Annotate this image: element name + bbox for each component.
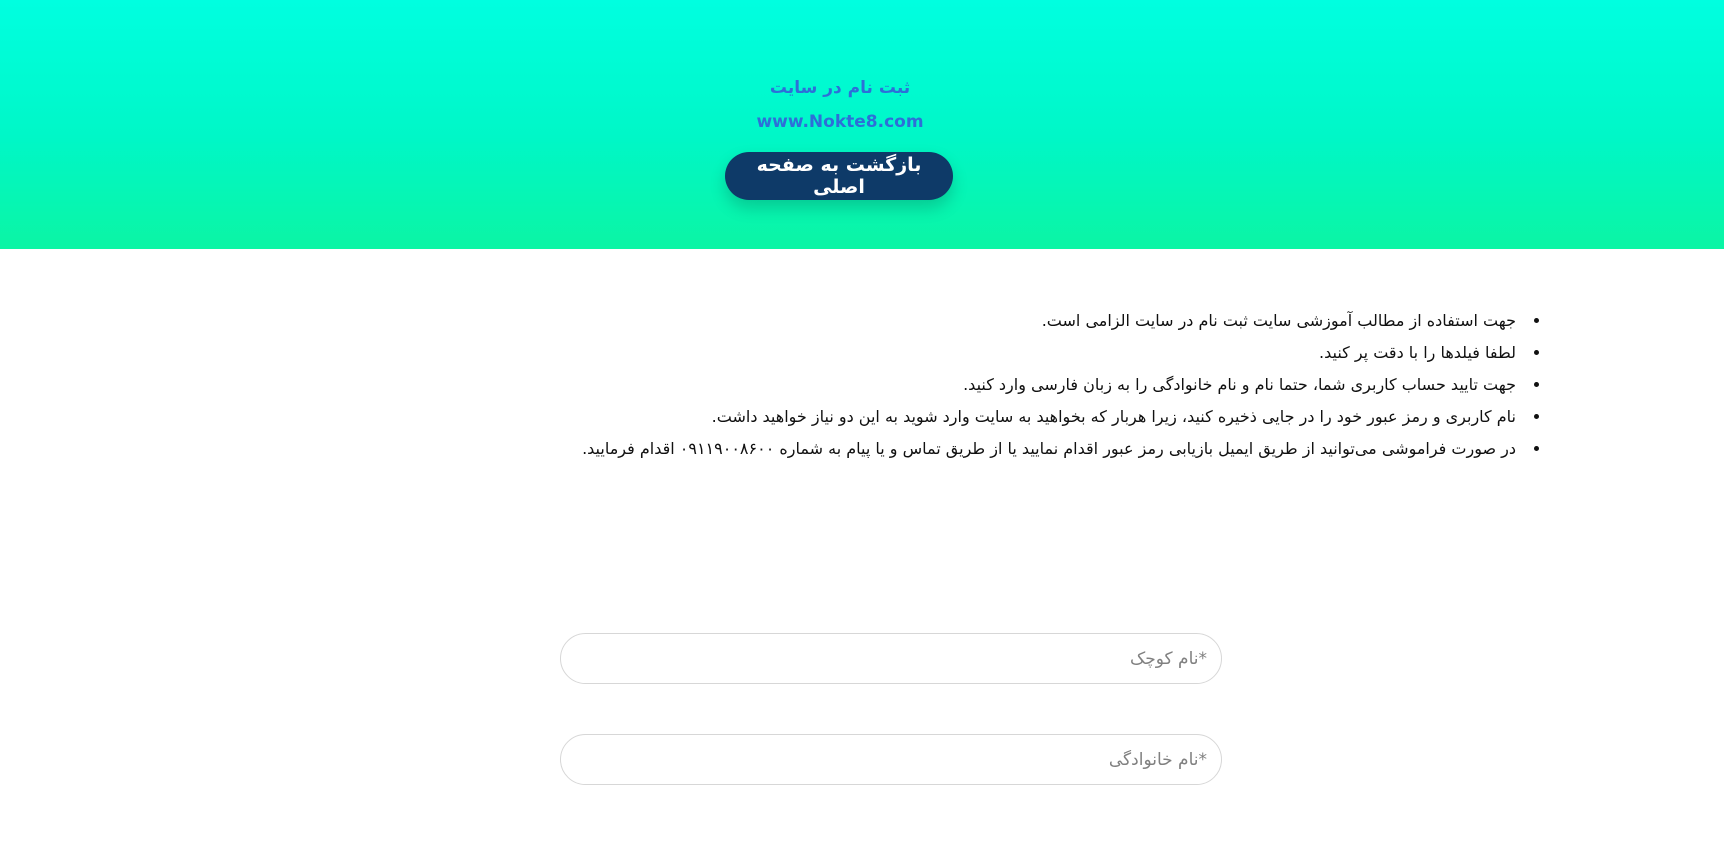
- list-item: • جهت استفاده از مطالب آموزشی سایت ثبت نام در سایت الزامی است.: [520, 305, 1522, 337]
- registration-notes: [520, 305, 1544, 465]
- list-item: • در صورت فراموشی می‌توانید از طریق ایمیل بازیابی رمز عبور اقدام نمایید یا از طریق تماس و یا پیام به شماره ۰۹۱۱۹۰۰۸۶۰۰ اقدام فرمایید.: [520, 433, 1522, 465]
- first-name-input[interactable]: [560, 633, 1222, 684]
- list-item: • جهت تایید حساب کاربری شما، حتما نام و نام خانوادگی را به زبان فارسی وارد کنید.: [520, 369, 1522, 401]
- site-url: www.Nokte8.com: [756, 112, 924, 132]
- page-title: ثبت نام در سایت: [769, 78, 911, 98]
- list-item: • نام کاربری و رمز عبور خود را در جایی ذخیره کنید، زیرا هربار که بخواهید به سایت وارد شوید به این دو نیاز خواهید داشت.: [520, 401, 1522, 433]
- back-to-home-button[interactable]: بازگشت به صفحه اصلی: [725, 152, 953, 200]
- list-item: • لطفا فیلدها را با دقت پر کنید.: [520, 337, 1522, 369]
- last-name-input[interactable]: [560, 734, 1222, 785]
- header-banner: [0, 0, 1724, 249]
